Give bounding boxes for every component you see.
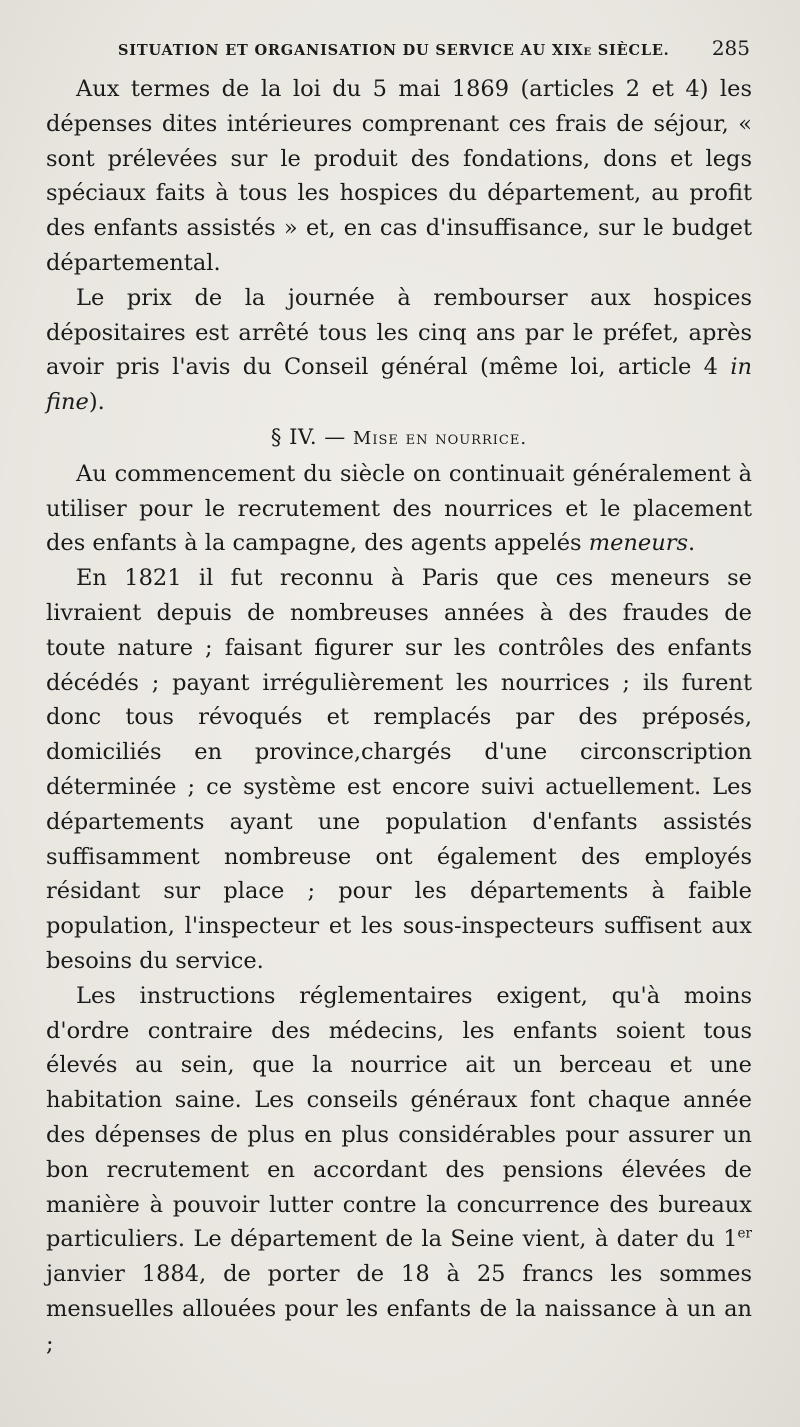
paragraph-4-text: En 1821 il fut reconnu à Paris que ces meneurs se livraient depuis de nombreuses années à des fraudes de toute nature ; faisant figurer sur les contrôles des enfants décédés ; payant irrégulièrement les nourrices ; ils furent donc tous révoqués et remplacés par des préposés, domiciliés en province,chargés d'une circonscription déterminée ; ce système est encore suivi actuellement. Les départements ayant une population d'enfants assistés suffisamment nombreuse ont également des employés résidant sur place ; pour les départements à faible population, l'inspecteur et les sous-inspecteurs suffisent aux besoins du service. bbox=[46, 565, 752, 974]
paragraph-5-text-b: janvier 1884, de porter de 18 à 25 francs les sommes mensuelles allouées pour les enfants de la naissance à un an ; bbox=[46, 1261, 752, 1357]
paragraph-3-text-a: Au commencement du siècle on continuait généralement à utiliser pour le recrutement des nourrices et le placement des enfants à la campagne, des agents appelés bbox=[46, 460, 752, 557]
paragraph-2-italic: in fine bbox=[46, 354, 752, 416]
section-dash: — bbox=[317, 424, 353, 449]
paragraph-5-text-a: Les instructions réglementaires exigent, qu'à moins d'ordre contraire des médecins, les enfants soient tous élevés au sein, que la nourrice ait un berceau et une habitation saine. Les conseils généraux font chaque année des dépenses de plus en plus considérables pour assurer un bon recrutement en accordant des pensions élevées de manière à pouvoir lutter contre la concurrence des bureaux particuliers. Le département de la Seine vient, à dater du 1 bbox=[46, 982, 752, 1253]
paragraph-4 bbox=[46, 561, 752, 979]
page-number: 285 bbox=[711, 36, 750, 60]
running-title: SITUATION ET ORGANISATION DU SERVICE AU XIXe SIÈCLE. bbox=[118, 42, 670, 59]
paragraph-5 bbox=[46, 979, 752, 1362]
paragraph-3-italic: meneurs bbox=[588, 530, 689, 557]
running-header bbox=[118, 36, 750, 60]
paragraph-2 bbox=[46, 281, 752, 420]
section-heading bbox=[46, 420, 752, 457]
paragraph-5-superscript: er bbox=[737, 1225, 752, 1242]
paragraph-3-text-b: . bbox=[688, 530, 696, 557]
section-title: Mise en nourrice. bbox=[352, 427, 528, 449]
paragraph-1-text: Aux termes de la loi du 5 mai 1869 (articles 2 et 4) les dépenses dites intérieures comprenant ces frais de séjour, « sont prélevées sur le produit des fondations, dons et legs spéciaux faits à tous les hospices du département, au profit des enfants assistés » et, en cas d'insuffisance, sur le budget départemental. bbox=[46, 76, 752, 276]
paragraph-1 bbox=[46, 72, 752, 281]
paragraph-3 bbox=[46, 457, 752, 561]
paragraph-2-text-a: Le prix de la journée à rembourser aux hospices dépositaires est arrêté tous les cinq ans par le préfet, après avoir pris l'avis du Conseil général (même loi, article 4 bbox=[46, 284, 752, 381]
paragraph-2-text-b: ). bbox=[88, 389, 105, 416]
body-text bbox=[46, 72, 752, 1361]
section-symbol: § IV. bbox=[270, 424, 318, 449]
